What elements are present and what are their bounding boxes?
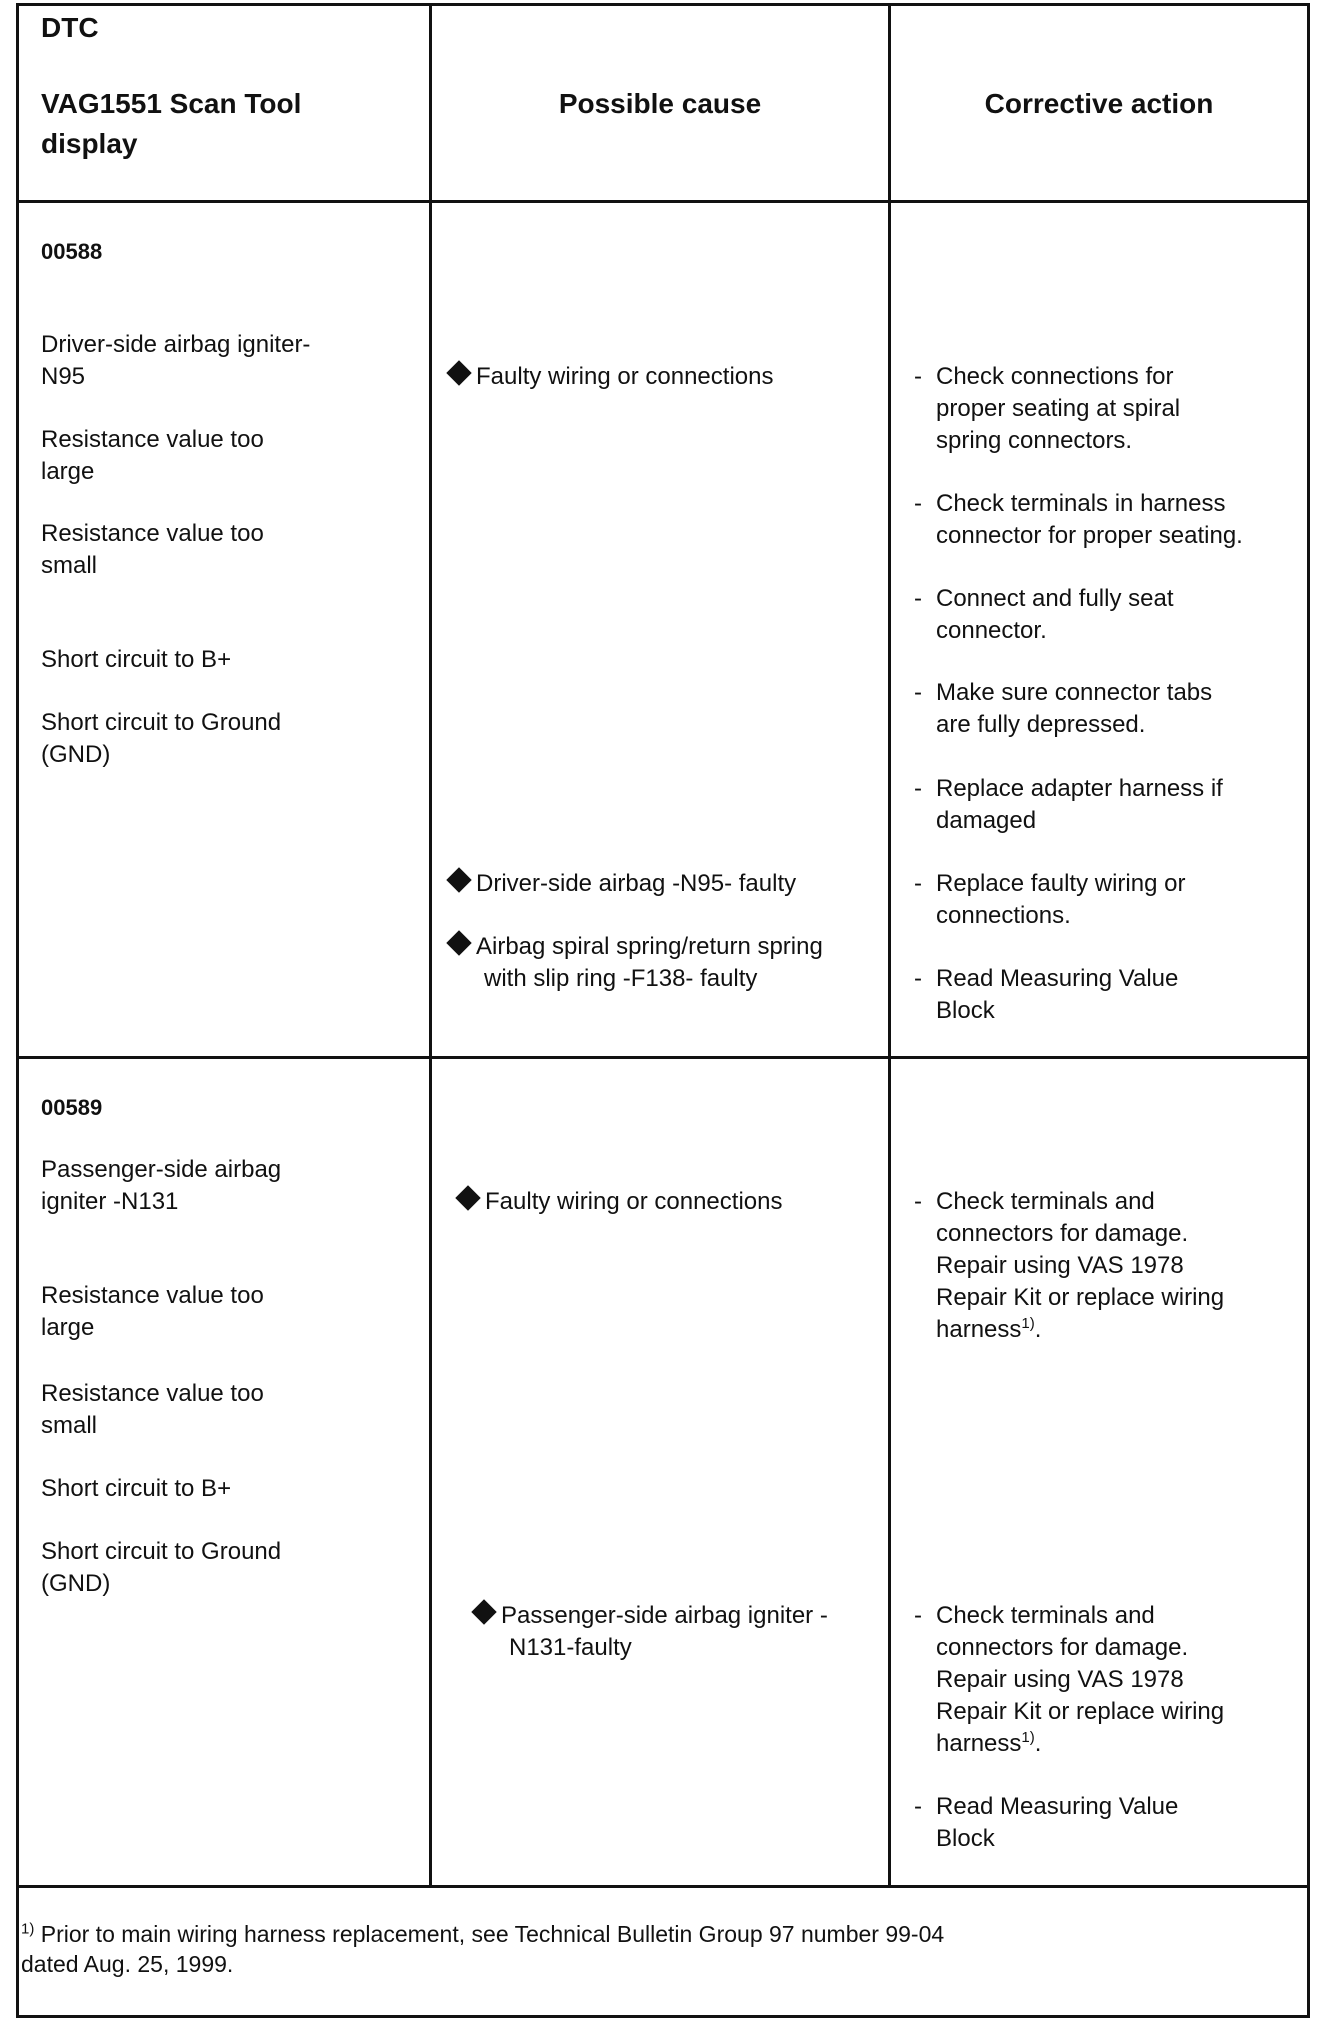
cause-item: Driver-side airbag -N95- faulty — [450, 868, 880, 900]
display-line: (GND) — [41, 1570, 111, 1597]
header-display: display — [41, 128, 138, 159]
header-divider — [19, 200, 1307, 203]
cause-item: Faulty wiring or connections — [450, 361, 880, 393]
diamond-bullet-icon — [446, 867, 471, 892]
display-line: Resistance value too — [41, 520, 264, 547]
action-item: - Connect and fully seat connector. — [914, 585, 1174, 644]
display-line: small — [41, 1412, 98, 1439]
dtc-table — [16, 3, 1310, 2018]
display-line: igniter -N131 — [41, 1188, 179, 1215]
diamond-bullet-icon — [446, 360, 471, 385]
display-line: large — [41, 1314, 95, 1341]
display-line: Short circuit to Ground — [41, 709, 282, 736]
header-scan-tool: VAG1551 Scan Tool — [41, 88, 302, 119]
footnote-line2: dated Aug. 25, 1999. — [21, 1951, 234, 1977]
dtc-code-00589: 00589 — [41, 1095, 103, 1120]
footnote-marker: 1) — [21, 1920, 35, 1938]
cause-item: Airbag spiral spring/return spring with slip ring -F138- faulty — [450, 931, 880, 995]
header-possible-cause: Possible cause — [558, 88, 762, 119]
dtc-code-00588: 00588 — [41, 239, 103, 264]
action-item: - Read Measuring Value Block — [914, 965, 1179, 1024]
diamond-bullet-icon — [455, 1185, 480, 1210]
action-item: - Check connections for proper seating at spiral spring connectors. — [914, 363, 1181, 454]
display-line: Short circuit to B+ — [41, 1475, 232, 1502]
footnote-line1: Prior to main wiring harness replacement, see Technical Bulletin Group 97 number 99-04 — [34, 1921, 945, 1947]
display-line: Driver-side airbag igniter- — [41, 331, 311, 358]
header-corrective-action: Corrective action — [984, 88, 1214, 119]
footnote — [21, 1919, 1301, 1979]
cause-item: Faulty wiring or connections — [459, 1186, 879, 1218]
action-item: - Check terminals and connectors for damage. Repair using VAS 1978 Repair Kit or replace wiring harness$^{1)}$. — [914, 1188, 1225, 1343]
action-item: - Check terminals in harness connector for proper seating. — [914, 490, 1243, 549]
display-line: Resistance value too — [41, 426, 264, 453]
display-line: N95 — [41, 363, 86, 390]
column-divider-2 — [888, 6, 891, 1888]
action-item: - Replace faulty wiring or connections. — [914, 870, 1186, 929]
action-item: - Replace adapter harness if damaged — [914, 775, 1223, 834]
action-item: - Check terminals and connectors for damage. Repair using VAS 1978 Repair Kit or replace wiring harness$^{1)}$. — [914, 1602, 1225, 1757]
diamond-bullet-icon — [446, 930, 471, 955]
cause-item: Passenger-side airbag igniter - N131-faulty — [475, 1600, 885, 1664]
footer-divider — [19, 1885, 1307, 1888]
display-line: Resistance value too — [41, 1282, 264, 1309]
display-line: Short circuit to Ground — [41, 1538, 282, 1565]
header-dtc: DTC — [41, 12, 99, 43]
display-line: small — [41, 552, 98, 579]
display-line: Passenger-side airbag — [41, 1156, 282, 1183]
column-divider-1 — [429, 6, 432, 1888]
display-line: Short circuit to B+ — [41, 646, 232, 673]
action-item: - Make sure connector tabs are fully depressed. — [914, 679, 1213, 738]
diamond-bullet-icon — [471, 1599, 496, 1624]
display-line: (GND) — [41, 741, 111, 768]
row-divider — [19, 1056, 1307, 1059]
display-line: large — [41, 458, 95, 485]
action-item: - Read Measuring Value Block — [914, 1793, 1179, 1852]
display-line: Resistance value too — [41, 1380, 264, 1407]
